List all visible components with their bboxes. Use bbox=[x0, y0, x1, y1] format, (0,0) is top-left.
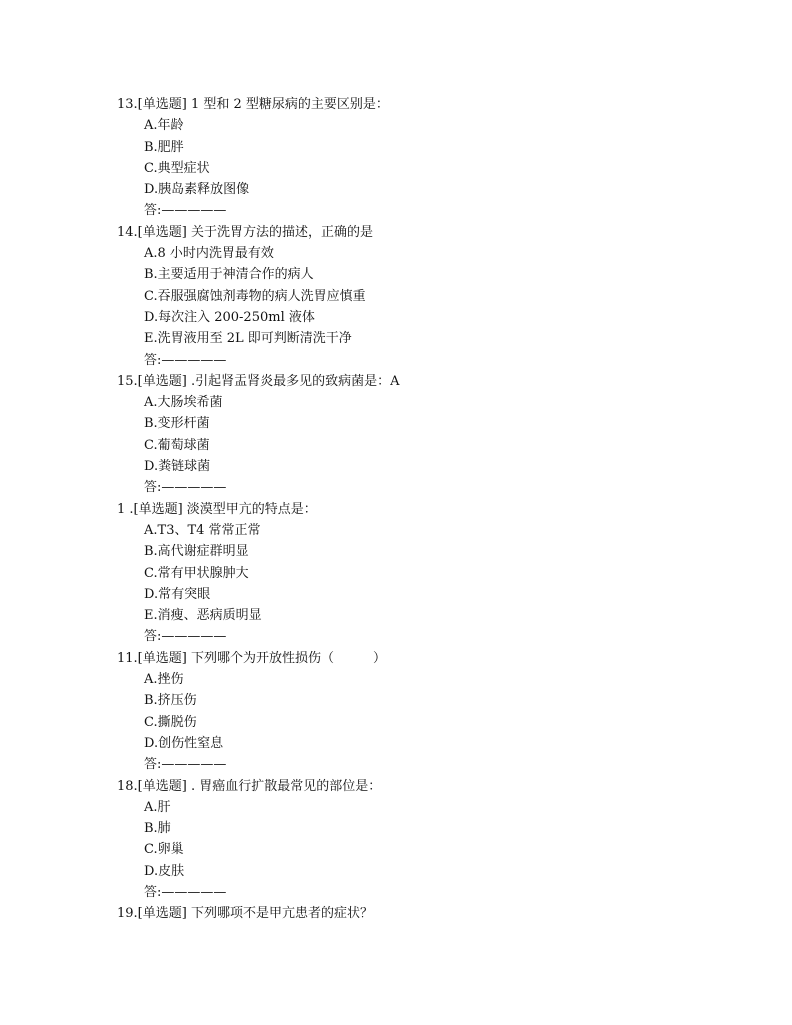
question-list bbox=[117, 94, 717, 925]
question-item bbox=[117, 222, 717, 371]
answer-line: 答:————— bbox=[144, 203, 227, 219]
question-option: C.撕脱伤 bbox=[144, 714, 197, 730]
question-option: C.吞服强腐蚀剂毒物的病人洗胃应慎重 bbox=[144, 288, 366, 304]
question-title: 14.[单选题] 关于洗胃方法的描述，正确的是 bbox=[117, 224, 373, 240]
question-option: D.创伤性窒息 bbox=[144, 735, 224, 751]
question-option: E.消瘦、恶病质明显 bbox=[144, 608, 262, 624]
answer-line: 答:————— bbox=[144, 352, 227, 368]
answer-line: 答:————— bbox=[144, 757, 227, 773]
question-option: C.葡萄球菌 bbox=[144, 437, 210, 453]
question-option: A.大肠埃希菌 bbox=[144, 395, 223, 411]
question-item bbox=[117, 94, 717, 222]
question-option: D.常有突眼 bbox=[144, 586, 211, 602]
question-item bbox=[117, 499, 717, 648]
question-title: 11.[单选题] 下列哪个为开放性损伤（ ） bbox=[117, 650, 386, 666]
question-option: A.年龄 bbox=[144, 118, 184, 134]
question-title: 18.[单选题] . 胃癌血行扩散最常见的部位是： bbox=[117, 778, 382, 794]
question-option: C.卵巢 bbox=[144, 842, 184, 858]
answer-line: 答:————— bbox=[144, 629, 227, 645]
question-title: 13.[单选题] 1 型和 2 型糖尿病的主要区别是： bbox=[117, 97, 389, 112]
question-option: B.变形杆菌 bbox=[144, 416, 210, 432]
question-option: A.T3、T4 常常正常 bbox=[144, 522, 261, 538]
question-option: B.高代谢症群明显 bbox=[144, 544, 249, 560]
question-option: A.挫伤 bbox=[144, 672, 184, 688]
question-option: B.挤压伤 bbox=[144, 693, 197, 709]
question-title: 19.[单选题] 下列哪项不是甲亢患者的症状？ bbox=[117, 906, 373, 922]
question-option: C.典型症状 bbox=[144, 160, 210, 176]
question-option: B.主要适用于神清合作的病人 bbox=[144, 267, 314, 283]
question-option: A.肝 bbox=[144, 799, 171, 815]
question-item bbox=[117, 776, 717, 904]
answer-line: 答:————— bbox=[144, 884, 227, 900]
answer-line: 答:————— bbox=[144, 480, 227, 496]
question-option: E.洗胃液用至 2L 即可判断清洗干净 bbox=[144, 331, 352, 347]
question-option: D.胰岛素释放图像 bbox=[144, 182, 250, 198]
question-option: C.常有甲状腺肿大 bbox=[144, 565, 249, 581]
question-item bbox=[117, 648, 717, 776]
question-option: D.粪链球菌 bbox=[144, 459, 211, 475]
question-option: D.皮肤 bbox=[144, 863, 185, 879]
question-option: D.每次注入 200-250ml 液体 bbox=[144, 309, 315, 325]
question-option: A.8 小时内洗胃最有效 bbox=[144, 246, 274, 262]
question-option: B.肺 bbox=[144, 821, 171, 837]
question-item bbox=[117, 903, 717, 924]
question-title: 15.[单选题] .引起肾盂肾炎最多见的致病菌是：A bbox=[117, 373, 400, 389]
question-item bbox=[117, 371, 717, 499]
question-option: B.肥胖 bbox=[144, 139, 184, 155]
question-title: 1 .[单选题] 淡漠型甲亢的特点是： bbox=[117, 501, 317, 517]
